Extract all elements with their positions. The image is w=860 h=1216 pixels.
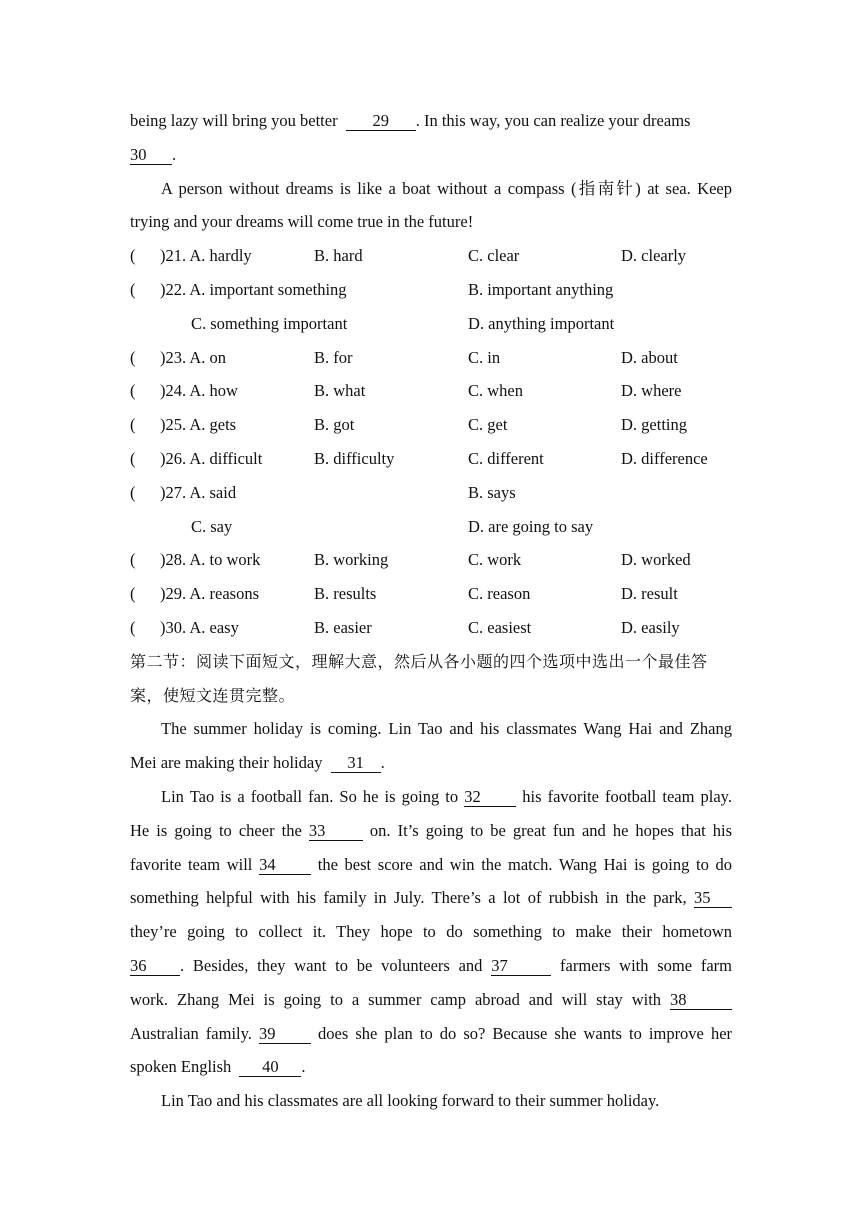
option-a: )23. A. on [160, 347, 226, 367]
text: . [380, 753, 385, 773]
answer-paren[interactable]: ( [130, 347, 136, 367]
passage1-para2-line2: trying and your dreams will come true in the future! [130, 212, 474, 232]
option-b: B. says [468, 482, 516, 502]
option-c: C. clear [468, 246, 520, 266]
option-a: )26. A. difficult [160, 448, 263, 468]
option-c: C. in [468, 347, 501, 367]
blank-37: 37 [491, 957, 551, 976]
option-b: B. important anything [468, 279, 614, 299]
passage2-line: The summer holiday is coming. Lin Tao and his classmates Wang Hai and Zhang [161, 719, 732, 739]
text: spoken English [130, 1057, 232, 1077]
text: . [172, 144, 177, 164]
section2-instruction-line2: 案，使短文连贯完整。 [130, 685, 296, 705]
option-b: B. results [314, 584, 377, 604]
option-a: )24. A. how [160, 381, 238, 401]
option-b: B. for [314, 347, 353, 367]
passage2-line [130, 746, 732, 780]
blank-40: 40 [239, 1058, 301, 1077]
document-page [130, 104, 732, 1118]
passage1-para2-line1: A person without dreams is like a boat without a compass (指南针) at sea. Keep [161, 178, 732, 198]
option-a: )21. A. hardly [160, 246, 252, 266]
option-d: D. where [621, 381, 682, 401]
option-b: B. easier [314, 617, 372, 637]
text: farmers with some farm [560, 955, 732, 975]
passage2-line [130, 983, 732, 1017]
question-30 [130, 611, 732, 645]
passage2-line [130, 1050, 732, 1084]
option-a: )30. A. easy [160, 617, 239, 637]
question-22-cont [130, 307, 732, 341]
answer-paren[interactable]: ( [130, 246, 136, 266]
text: being lazy will bring you better [130, 111, 338, 130]
option-c: C. when [468, 381, 523, 401]
option-c: C. say [191, 516, 233, 536]
passage1-line [130, 104, 732, 138]
section2-instruction-line1: 第二节：阅读下面短文，理解大意，然后从各小题的四个选项中选出一个最佳答 [130, 651, 708, 671]
text: his favorite football team play. [522, 786, 732, 806]
text: on. It’s going to be great fun and he hopes that his [369, 820, 732, 840]
blank-32: 32 [464, 788, 516, 807]
option-d: D. difference [621, 448, 708, 468]
option-c: C. different [468, 448, 544, 468]
text: does she plan to do so? Because she wants to improve her [318, 1023, 732, 1043]
option-d: D. easily [621, 617, 680, 637]
question-24 [130, 374, 732, 408]
blank-33: 33 [309, 822, 363, 841]
option-d: D. clearly [621, 246, 687, 266]
passage2-line [130, 881, 732, 915]
text: . Besides, they want to be volunteers and [180, 955, 483, 975]
option-a: )25. A. gets [160, 415, 237, 435]
option-b: B. hard [314, 246, 363, 266]
option-c: C. something important [191, 313, 348, 333]
option-a: )29. A. reasons [160, 584, 259, 604]
option-b: B. got [314, 415, 355, 435]
blank-30: 30 [130, 146, 172, 165]
passage2-line [130, 1017, 732, 1051]
blank-34: 34 [259, 856, 311, 875]
option-d: D. result [621, 584, 678, 604]
text: the best score and win the match. Wang Hai is going to do [317, 854, 732, 874]
text: He is going to cheer the [130, 820, 302, 840]
option-d: D. are going to say [468, 516, 594, 536]
question-27 [130, 476, 732, 510]
option-d: D. worked [621, 550, 691, 570]
option-b: B. working [314, 550, 389, 570]
question-29 [130, 577, 732, 611]
text: favorite team will [130, 854, 253, 874]
passage2-line: they’re going to collect it. They hope to do something to make their hometown [130, 922, 732, 942]
passage2-line [130, 814, 732, 848]
answer-paren[interactable]: ( [130, 584, 136, 604]
question-21 [130, 239, 732, 273]
option-b: B. difficulty [314, 448, 395, 468]
passage2-line [130, 780, 732, 814]
blank-29: 29 [346, 112, 416, 131]
passage1-line [130, 138, 732, 172]
text: . [301, 1057, 306, 1077]
text: Lin Tao is a football fan. So he is going to [161, 786, 459, 806]
option-d: D. getting [621, 415, 687, 435]
text: work. Zhang Mei is going to a summer camp abroad and will stay with [130, 989, 662, 1009]
passage2-line [130, 949, 732, 983]
option-b: B. what [314, 381, 366, 401]
question-27-cont [130, 510, 732, 544]
question-22 [130, 273, 732, 307]
passage2-line: Lin Tao and his classmates are all looking forward to their summer holiday. [161, 1091, 660, 1111]
answer-paren[interactable]: ( [130, 279, 136, 299]
blank-35: 35 [694, 889, 732, 908]
option-c: C. easiest [468, 617, 532, 637]
option-a: )28. A. to work [160, 550, 261, 570]
answer-paren[interactable]: ( [130, 415, 136, 435]
answer-paren[interactable]: ( [130, 381, 136, 401]
passage2-line [130, 848, 732, 882]
option-c: C. work [468, 550, 522, 570]
blank-38: 38 [670, 991, 732, 1010]
text: Australian family. [130, 1023, 252, 1043]
option-d: D. about [621, 347, 678, 367]
blank-31: 31 [331, 754, 381, 773]
answer-paren[interactable]: ( [130, 448, 136, 468]
question-26 [130, 442, 732, 476]
option-c: C. reason [468, 584, 531, 604]
blank-36: 36 [130, 957, 180, 976]
option-a: )22. A. important something [160, 279, 347, 299]
answer-paren[interactable]: ( [130, 617, 136, 637]
text: Mei are making their holiday [130, 753, 323, 773]
question-25 [130, 408, 732, 442]
text: . In this way, you can realize your dreams [415, 111, 691, 130]
answer-paren[interactable]: ( [130, 550, 136, 570]
option-c: C. get [468, 415, 508, 435]
question-28 [130, 543, 732, 577]
option-a: )27. A. said [160, 482, 237, 502]
option-d: D. anything important [468, 313, 615, 333]
blank-39: 39 [259, 1025, 311, 1044]
text: something helpful with his family in July. There’s a lot of rubbish in the park, [130, 888, 687, 908]
question-23 [130, 341, 732, 375]
answer-paren[interactable]: ( [130, 482, 136, 502]
